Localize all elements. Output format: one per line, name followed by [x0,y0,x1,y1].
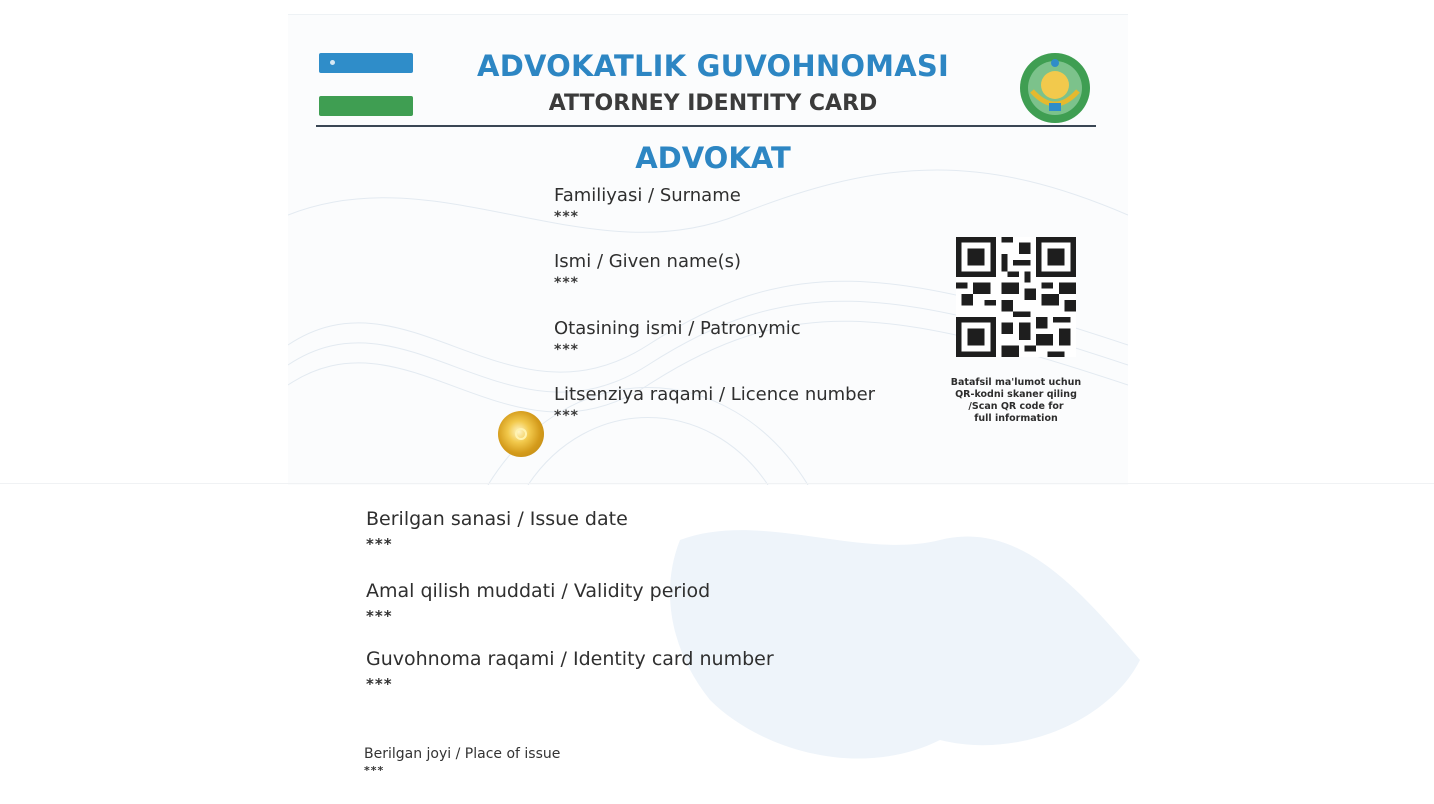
qr-caption-line: /Scan QR code for [968,401,1064,412]
place-of-issue-value: *** [364,764,385,777]
identity-card-number-value: *** [366,675,393,693]
validity-period-field [366,580,710,625]
place-of-issue-field [364,746,560,777]
hologram-seal-icon [498,411,544,457]
card-separator [0,483,1434,484]
qr-code-icon[interactable] [956,237,1076,357]
validity-period-value: *** [366,607,393,625]
identity-card-number-label: Guvohnoma raqami / Identity card number [366,648,774,670]
surname-value: *** [554,209,579,225]
qr-caption-line: QR-kodni skaner qiling [955,389,1077,400]
qr-caption-line: Batafsil ma'lumot uchun [950,377,1082,388]
licence-number-field [554,384,875,424]
issue-date-field [366,508,628,553]
licence-number-label: Litsenziya raqami / Licence number [554,384,876,405]
given-name-label: Ismi / Given name(s) [554,251,742,272]
surname-field [554,185,741,225]
qr-caption-line: full information [974,413,1058,424]
header-divider [316,125,1096,127]
given-name-field [554,251,741,291]
surname-label: Familiyasi / Surname [554,185,741,206]
validity-period-label: Amal qilish muddati / Validity period [366,580,711,602]
licence-number-value: *** [554,408,579,424]
flag-crescent-icon [330,60,335,65]
issue-date-value: *** [366,535,393,553]
place-of-issue-label: Berilgan joyi / Place of issue [364,746,561,762]
card-type-heading: ADVOKAT [635,141,791,175]
card-front [288,14,1128,485]
flag-green-stripe [319,96,413,116]
given-name-value: *** [554,275,579,291]
state-emblem-icon [1018,51,1092,125]
patronymic-field [554,318,801,358]
patronymic-value: *** [554,342,579,358]
card-title-uzbek: ADVOKATLIK GUVOHNOMASI [477,49,949,83]
identity-card-number-field [366,648,774,693]
patronymic-label: Otasining ismi / Patronymic [554,318,801,339]
card-title-english: ATTORNEY IDENTITY CARD [548,91,878,116]
flag-blue-stripe [319,53,413,73]
issue-date-label: Berilgan sanasi / Issue date [366,508,628,530]
qr-caption [928,377,1104,425]
